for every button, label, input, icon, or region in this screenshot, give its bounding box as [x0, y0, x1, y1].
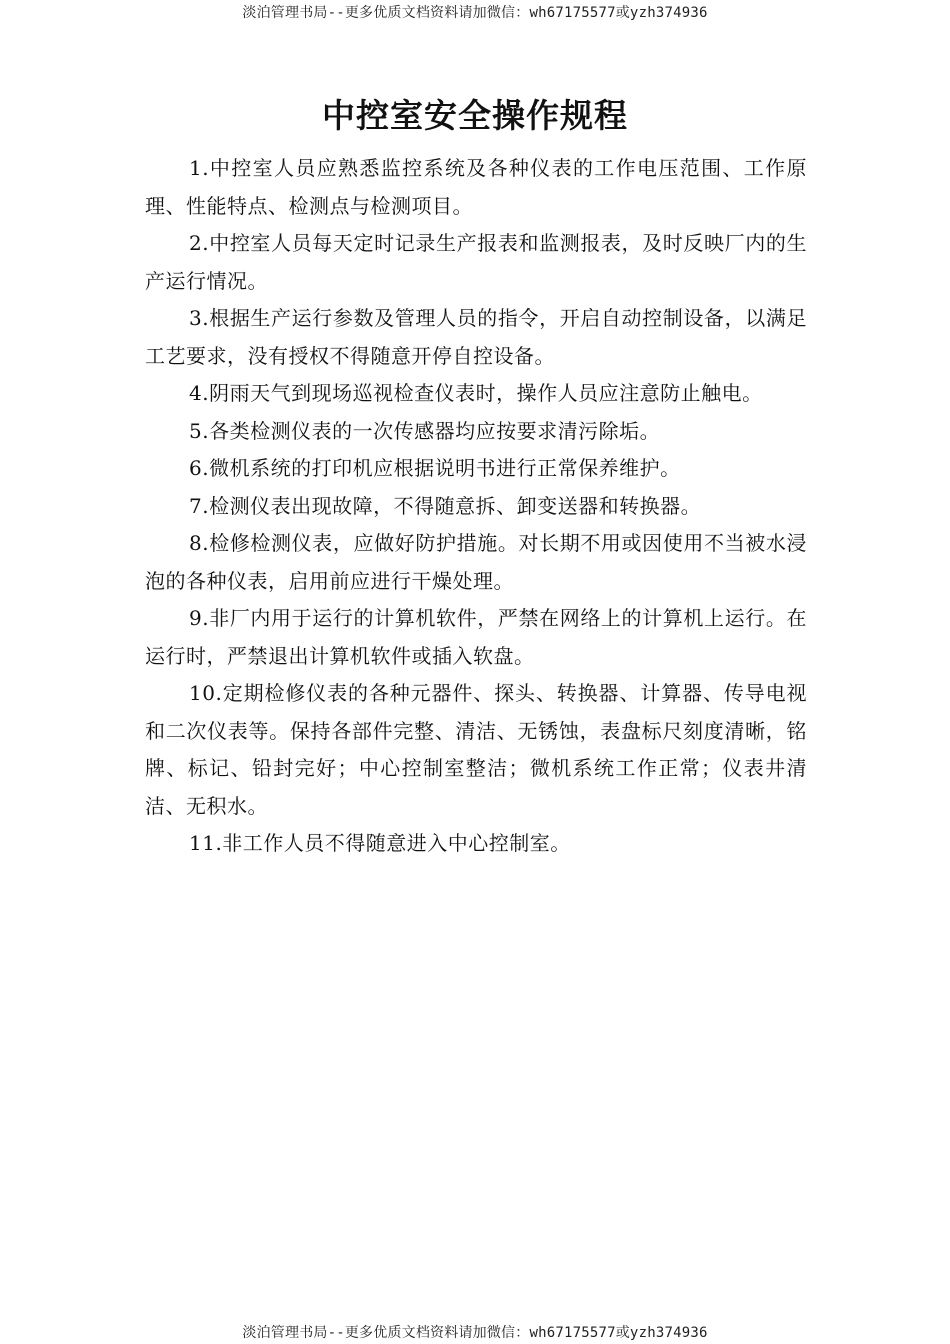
rule-item-5: 5.各类检测仪表的一次传感器均应按要求清污除垢。	[189, 418, 661, 443]
rule-item-10: 10.定期检修仪表的各种元器件、探头、转换器、计算器、传导电视和二次仪表等。保持各部件完整、清洁、无锈蚀，表盘标尺刻度清晰，铭牌、标记、铅封完好；中心控制室整洁；微机系统工作正常；仪表井清洁、无积水。	[145, 681, 807, 818]
document-body	[145, 150, 807, 863]
rule-item-6: 6.微机系统的打印机应根据说明书进行正常保养维护。	[189, 456, 681, 480]
rule-item-2: 2.中控室人员每天定时记录生产报表和监测报表，及时反映厂内的生产运行情况。	[145, 231, 807, 293]
page-title: 中控室安全操作规程	[322, 96, 628, 135]
rule-item-7: 7.检测仪表出现故障，不得随意拆、卸变送器和转换器。	[189, 493, 702, 518]
rule-item-8: 8.检修检测仪表，应做好防护措施。对长期不用或因使用不当被水浸泡的各种仪表，启用前应进行干燥处理。	[145, 531, 807, 593]
rule-item-9: 9.非厂内用于运行的计算机软件，严禁在网络上的计算机上运行。在运行时，严禁退出计算机软件或插入软盘。	[145, 606, 807, 668]
rule-item-4: 4.阴雨天气到现场巡视检查仪表时，操作人员应注意防止触电。	[189, 381, 763, 405]
header-note: 淡泊管理书局--更多优质文档资料请加微信：wh67175577或yzh374936	[242, 5, 708, 21]
footer-note: 淡泊管理书局--更多优质文档资料请加微信：wh67175577或yzh374936	[242, 1325, 708, 1341]
rule-item-1: 1.中控室人员应熟悉监控系统及各种仪表的工作电压范围、工作原理、性能特点、检测点与检测项目。	[145, 156, 807, 218]
rule-item-3: 3.根据生产运行参数及管理人员的指令，开启自动控制设备，以满足工艺要求，没有授权不得随意开停自控设备。	[145, 306, 807, 368]
rule-item-11: 11.非工作人员不得随意进入中心控制室。	[189, 831, 571, 855]
